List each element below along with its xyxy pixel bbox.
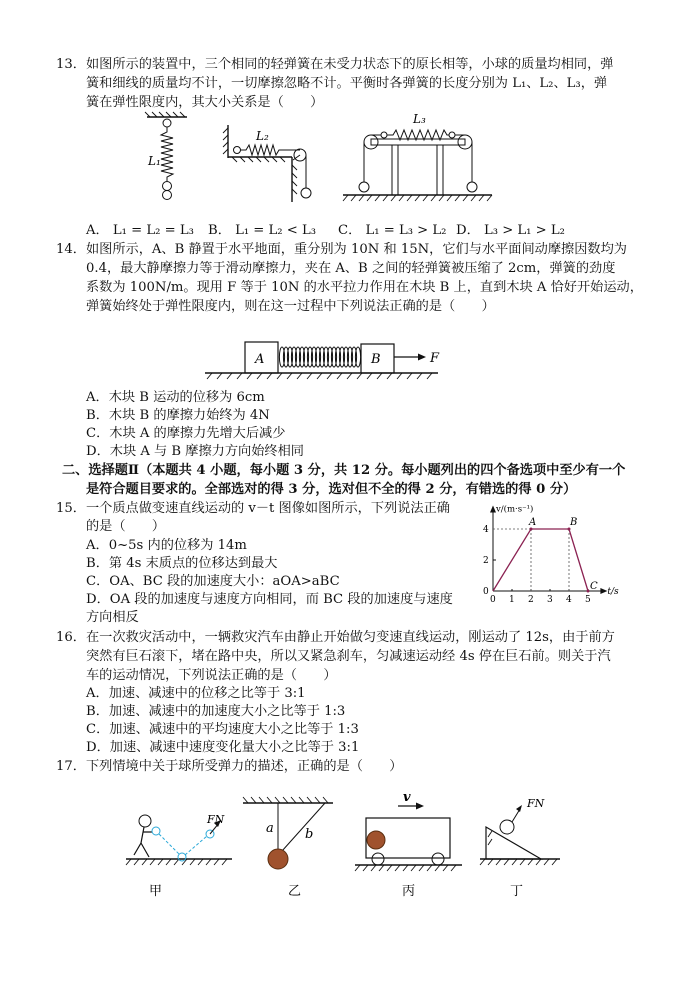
q16-stem-line-3: 车的运动情况，下列说法正确的是（ ） — [86, 668, 337, 683]
x-tick-label: 1 — [509, 595, 515, 605]
q14-label-b: B — [371, 352, 381, 367]
x-tick-label: 5 — [585, 595, 591, 605]
q13-option-a: A． L₁ = L₂ = L₃ — [86, 223, 194, 238]
q13-stem-line-1: 13．如图所示的装置中，三个相同的轻弹簧在未受力状态下的原长相等，小球的质量均相同，弹 — [56, 57, 614, 72]
origin-label: 0 — [483, 587, 489, 597]
q13-option-d: D． L₃ > L₁ > L₂ — [456, 223, 565, 238]
x-tick-label: 3 — [547, 595, 553, 605]
q13-label-l2: L₂ — [256, 129, 269, 143]
q15-stem-line-2: 的是（ ） — [86, 519, 166, 534]
q16-option-b: B．加速、减速中的加速度大小之比等于 1:3 — [86, 704, 346, 719]
q13-stem-line-2: 簧和细线的质量均不计，一切摩擦忽略不计。平衡时各弹簧的长度分别为 L₁、L₂、L₃，弹 — [86, 76, 608, 91]
q13-option-c: C． L₁ = L₃ > L₂ — [338, 223, 447, 238]
series-line — [493, 529, 588, 591]
x-axis-label: t/s — [607, 587, 619, 597]
q15-option-c: C．OA、BC 段的加速度大小：aOA>aBC — [86, 574, 340, 589]
q14-option-b: B．木块 B 的摩擦力始终为 4N — [86, 408, 270, 423]
x-tick-label: 0 — [490, 595, 496, 605]
q15-stem-line-1: 15．一个质点做变速直线运动的 v－t 图像如图所示，下列说法正确 — [56, 501, 450, 516]
y-axis-label: v/(m·s⁻¹) — [496, 504, 534, 515]
q17-yi-label-a: a — [266, 821, 274, 836]
q13-option-b: B． L₁ = L₂ < L₃ — [208, 223, 317, 238]
q16-option-d: D．加速、减速中速度变化量大小之比等于 3:1 — [86, 740, 360, 755]
q14-figure — [0, 335, 696, 385]
x-axis-arrow — [600, 588, 607, 594]
q17-jia-label-fn: FN — [207, 813, 225, 826]
q17-caption-jia: 甲 — [149, 884, 163, 899]
q15-option-d-cont: 方向相反 — [86, 610, 139, 625]
q16-stem-line-1: 16．在一次救灾活动中，一辆救灾汽车由静止开始做匀变速直线运动，刚运动了 12s，由于前方 — [56, 630, 615, 645]
section-2-heading-cont: 是符合题目要求的。全部选对的得 3 分，选对但不全的得 2 分，有错选的得 0 分） — [86, 482, 577, 497]
q14-stem-line-4: 弹簧始终处于弹性限度内，则在这一过程中下列说法正确的是（ ） — [86, 299, 495, 314]
q15-option-a: A．0~5s 内的位移为 14m — [86, 538, 247, 553]
x-tick-label: 2 — [528, 595, 534, 605]
q17-fig-bing — [355, 790, 462, 899]
q14-stem-line-3: 系数为 100N/m。现用 F 等于 10N 的水平拉力作用在木块 B 上，直到木块 A 恰好开始运动， — [86, 280, 643, 295]
q17-stem: 17．下列情境中关于球所受弹力的描述，正确的是（ ） — [56, 759, 403, 774]
q14-label-f: F — [430, 351, 440, 366]
q17-fig-yi — [243, 797, 333, 899]
q13-label-l1: L₁ — [148, 154, 161, 168]
q15-option-d: D．OA 段的加速度与速度方向相同，而 BC 段的加速度与速度 — [86, 592, 453, 607]
q14-label-a: A — [255, 352, 265, 367]
q17-yi-label-b: b — [305, 827, 314, 842]
q16-option-c: C．加速、减速中的平均速度大小之比等于 1:3 — [86, 722, 359, 737]
q17-caption-ding: 丁 — [510, 884, 524, 899]
x-tick-label: 4 — [566, 595, 572, 605]
q17-fig-jia — [126, 813, 232, 899]
q14-option-a: A．木块 B 运动的位移为 6cm — [86, 390, 265, 405]
point-label: C — [590, 581, 598, 592]
q17-fig-ding — [480, 797, 560, 899]
q17-ding-label-fn: FN — [527, 797, 545, 810]
q13-fig-double-pulley — [343, 112, 492, 201]
q13-fig-table-pulley — [223, 125, 311, 202]
q13-fig-hanging-spring — [145, 112, 187, 200]
y-tick-label: 2 — [483, 556, 489, 566]
q14-stem-line-1: 14．如图所示，A、B 静置于水平地面，重分别为 10N 和 15N，它们与水平面间动摩擦因数均为 — [56, 242, 627, 257]
q13-figure — [0, 110, 696, 230]
q16-option-a: A．加速、减速中的位移之比等于 3:1 — [86, 686, 306, 701]
q17-figures — [0, 785, 696, 905]
q13-stem-line-3: 簧在弹性限度内，其大小关系是（ ） — [86, 95, 324, 110]
q15-option-b: B．第 4s 末质点的位移达到最大 — [86, 556, 278, 571]
q17-caption-bing: 丙 — [402, 884, 416, 899]
q13-label-l3: L₃ — [413, 112, 426, 126]
q14-option-c: C．木块 A 的摩擦力先增大后减少 — [86, 426, 286, 441]
vt-graph — [475, 497, 625, 612]
q14-stem-line-2: 0.4，最大静摩擦力等于滑动摩擦力，夹在 A、B 之间的轻弹簧被压缩了 2cm，弹簧的劲度 — [86, 261, 616, 276]
y-tick-label: 4 — [483, 525, 489, 535]
q17-caption-yi: 乙 — [288, 884, 302, 899]
point-label: B — [570, 517, 578, 528]
q14-spring — [279, 347, 360, 367]
q14-option-d: D．木块 A 与 B 摩擦力方向始终相同 — [86, 444, 304, 459]
q16-stem-line-2: 突然有巨石滚下，堵在路中央，所以又紧急刹车，匀减速运动经 4s 停在巨石前。则关于汽 — [86, 649, 611, 664]
section-2-heading: 二、选择题Ⅱ（本题共 4 小题，每小题 3 分，共 12 分。每小题列出的四个备选项中至少有一个 — [62, 463, 626, 478]
q17-bing-label-v: v — [403, 790, 411, 805]
point-label: A — [529, 517, 537, 528]
